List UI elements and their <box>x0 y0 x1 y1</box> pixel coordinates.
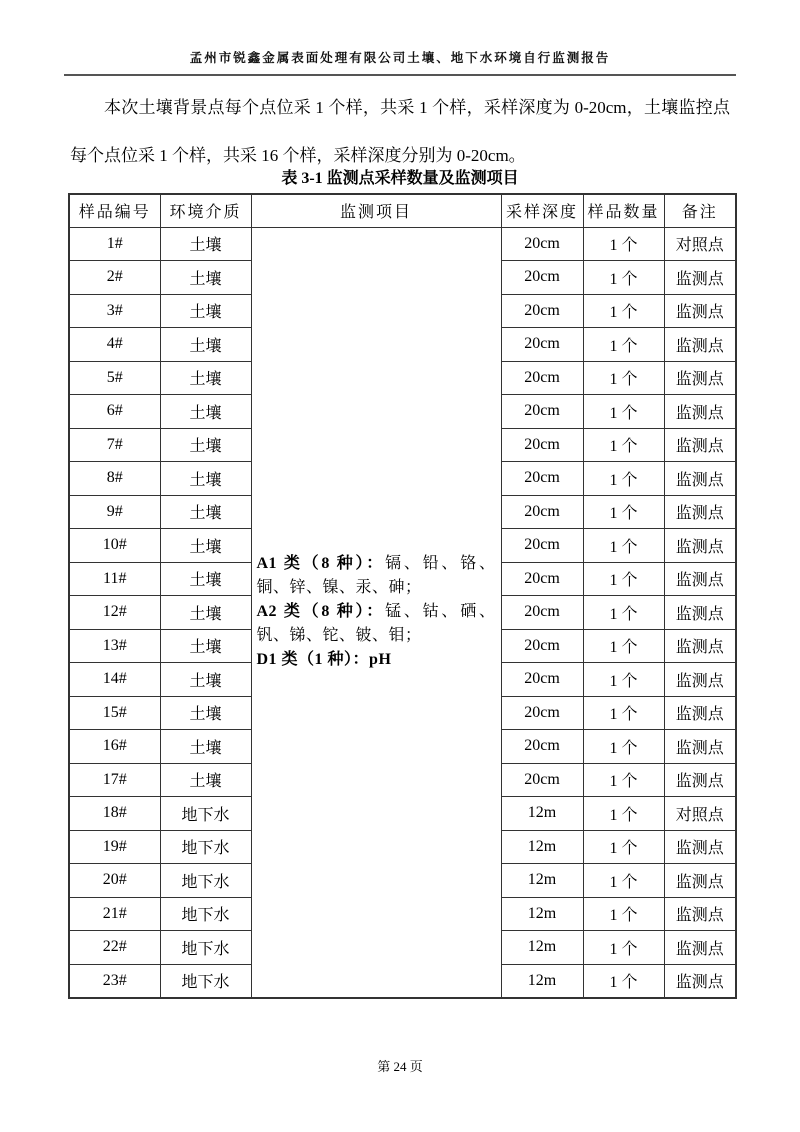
table-header-row <box>69 194 736 227</box>
monitoring-group-items: 锰、钴、硒、钒、锑、铊、铍、钼； <box>256 603 496 644</box>
col-header-medium: 环境介质 <box>160 194 251 227</box>
medium-cell: 土壤 <box>160 529 251 563</box>
depth-cell: 20cm <box>501 261 583 295</box>
depth-cell: 12m <box>501 830 583 864</box>
note-cell: 对照点 <box>664 797 736 831</box>
depth-cell: 20cm <box>501 328 583 362</box>
depth-cell: 20cm <box>501 629 583 663</box>
note-cell: 监测点 <box>664 361 736 395</box>
medium-cell: 土壤 <box>160 395 251 429</box>
depth-cell: 20cm <box>501 227 583 261</box>
count-cell: 1 个 <box>583 596 664 630</box>
count-cell: 1 个 <box>583 964 664 998</box>
depth-cell: 20cm <box>501 763 583 797</box>
count-cell: 1 个 <box>583 529 664 563</box>
count-cell: 1 个 <box>583 227 664 261</box>
count-cell: 1 个 <box>583 562 664 596</box>
note-cell: 监测点 <box>664 964 736 998</box>
depth-cell: 20cm <box>501 730 583 764</box>
count-cell: 1 个 <box>583 663 664 697</box>
depth-cell: 20cm <box>501 361 583 395</box>
note-cell: 监测点 <box>664 428 736 462</box>
count-cell: 1 个 <box>583 696 664 730</box>
medium-cell: 土壤 <box>160 629 251 663</box>
medium-cell: 土壤 <box>160 562 251 596</box>
medium-cell: 土壤 <box>160 663 251 697</box>
note-cell: 监测点 <box>664 261 736 295</box>
medium-cell: 土壤 <box>160 361 251 395</box>
sample-id-cell: 2# <box>69 261 160 295</box>
intro-paragraph: 本次土壤背景点每个点位采 1 个样，共采 1 个样，采样深度为 0-20cm，土壤监控点每个点位采 1 个样，共采 16 个样，采样深度分别为 0-20cm。 <box>70 98 730 165</box>
col-header-count: 样品数量 <box>583 194 664 227</box>
monitoring-group-label: A1 类（8 种）： <box>256 555 386 572</box>
monitoring-group <box>257 648 496 672</box>
medium-cell: 土壤 <box>160 462 251 496</box>
medium-cell: 地下水 <box>160 797 251 831</box>
sample-id-cell: 4# <box>69 328 160 362</box>
count-cell: 1 个 <box>583 462 664 496</box>
table-title: 表 3-1 监测点采样数量及监测项目 <box>281 170 519 187</box>
sample-id-cell: 12# <box>69 596 160 630</box>
col-header-items: 监测项目 <box>251 194 501 227</box>
medium-cell: 地下水 <box>160 964 251 998</box>
note-cell: 监测点 <box>664 395 736 429</box>
medium-cell: 地下水 <box>160 830 251 864</box>
sample-id-cell: 1# <box>69 227 160 261</box>
col-header-sample-id: 样品编号 <box>69 194 160 227</box>
page-number: 第 24 页 <box>377 1059 423 1074</box>
note-cell: 监测点 <box>664 864 736 898</box>
depth-cell: 20cm <box>501 462 583 496</box>
medium-cell: 土壤 <box>160 495 251 529</box>
sample-id-cell: 15# <box>69 696 160 730</box>
count-cell: 1 个 <box>583 797 664 831</box>
count-cell: 1 个 <box>583 629 664 663</box>
note-cell: 监测点 <box>664 328 736 362</box>
sampling-table <box>68 193 737 999</box>
medium-cell: 地下水 <box>160 897 251 931</box>
count-cell: 1 个 <box>583 495 664 529</box>
depth-cell: 12m <box>501 897 583 931</box>
monitoring-group-label: A2 类（8 种）： <box>256 603 386 620</box>
note-cell: 监测点 <box>664 596 736 630</box>
count-cell: 1 个 <box>583 261 664 295</box>
count-cell: 1 个 <box>583 864 664 898</box>
count-cell: 1 个 <box>583 897 664 931</box>
note-cell: 监测点 <box>664 897 736 931</box>
sample-id-cell: 21# <box>69 897 160 931</box>
depth-cell: 20cm <box>501 696 583 730</box>
sample-id-cell: 13# <box>69 629 160 663</box>
document-header-title: 孟州市锐鑫金属表面处理有限公司土壤、地下水环境自行监测报告 <box>189 51 611 65</box>
count-cell: 1 个 <box>583 294 664 328</box>
sample-id-cell: 18# <box>69 797 160 831</box>
monitoring-group-label: D1 类（1 种）：pH <box>256 651 392 668</box>
depth-cell: 20cm <box>501 596 583 630</box>
note-cell: 监测点 <box>664 663 736 697</box>
sample-id-cell: 6# <box>69 395 160 429</box>
depth-cell: 20cm <box>501 294 583 328</box>
monitoring-group <box>257 552 496 600</box>
depth-cell: 12m <box>501 931 583 965</box>
depth-cell: 20cm <box>501 663 583 697</box>
medium-cell: 地下水 <box>160 931 251 965</box>
sample-id-cell: 9# <box>69 495 160 529</box>
table-row <box>69 227 736 261</box>
medium-cell: 土壤 <box>160 730 251 764</box>
col-header-note: 备注 <box>664 194 736 227</box>
note-cell: 监测点 <box>664 763 736 797</box>
note-cell: 监测点 <box>664 730 736 764</box>
monitoring-group-items: 镉、铅、铬、铜、锌、镍、汞、砷； <box>256 555 496 596</box>
depth-cell: 20cm <box>501 495 583 529</box>
sample-id-cell: 8# <box>69 462 160 496</box>
medium-cell: 土壤 <box>160 428 251 462</box>
note-cell: 监测点 <box>664 696 736 730</box>
depth-cell: 12m <box>501 864 583 898</box>
medium-cell: 土壤 <box>160 763 251 797</box>
monitoring-group <box>257 600 496 648</box>
count-cell: 1 个 <box>583 763 664 797</box>
sample-id-cell: 23# <box>69 964 160 998</box>
sample-id-cell: 11# <box>69 562 160 596</box>
medium-cell: 土壤 <box>160 294 251 328</box>
sample-id-cell: 10# <box>69 529 160 563</box>
note-cell: 监测点 <box>664 931 736 965</box>
medium-cell: 土壤 <box>160 596 251 630</box>
note-cell: 监测点 <box>664 629 736 663</box>
depth-cell: 20cm <box>501 562 583 596</box>
depth-cell: 20cm <box>501 529 583 563</box>
note-cell: 监测点 <box>664 495 736 529</box>
count-cell: 1 个 <box>583 361 664 395</box>
depth-cell: 20cm <box>501 428 583 462</box>
medium-cell: 土壤 <box>160 328 251 362</box>
sample-id-cell: 19# <box>69 830 160 864</box>
sample-id-cell: 22# <box>69 931 160 965</box>
count-cell: 1 个 <box>583 428 664 462</box>
note-cell: 监测点 <box>664 462 736 496</box>
medium-cell: 土壤 <box>160 696 251 730</box>
sample-id-cell: 3# <box>69 294 160 328</box>
count-cell: 1 个 <box>583 931 664 965</box>
sample-id-cell: 14# <box>69 663 160 697</box>
medium-cell: 地下水 <box>160 864 251 898</box>
table-body <box>69 227 736 998</box>
count-cell: 1 个 <box>583 830 664 864</box>
sample-id-cell: 20# <box>69 864 160 898</box>
sample-id-cell: 16# <box>69 730 160 764</box>
medium-cell: 土壤 <box>160 227 251 261</box>
depth-cell: 20cm <box>501 395 583 429</box>
note-cell: 监测点 <box>664 529 736 563</box>
count-cell: 1 个 <box>583 395 664 429</box>
header-divider <box>64 74 736 76</box>
depth-cell: 12m <box>501 964 583 998</box>
monitoring-items-cell <box>251 227 501 998</box>
medium-cell: 土壤 <box>160 261 251 295</box>
col-header-depth: 采样深度 <box>501 194 583 227</box>
sample-id-cell: 5# <box>69 361 160 395</box>
note-cell: 监测点 <box>664 294 736 328</box>
count-cell: 1 个 <box>583 328 664 362</box>
sample-id-cell: 17# <box>69 763 160 797</box>
count-cell: 1 个 <box>583 730 664 764</box>
note-cell: 监测点 <box>664 830 736 864</box>
depth-cell: 12m <box>501 797 583 831</box>
sample-id-cell: 7# <box>69 428 160 462</box>
note-cell: 监测点 <box>664 562 736 596</box>
note-cell: 对照点 <box>664 227 736 261</box>
